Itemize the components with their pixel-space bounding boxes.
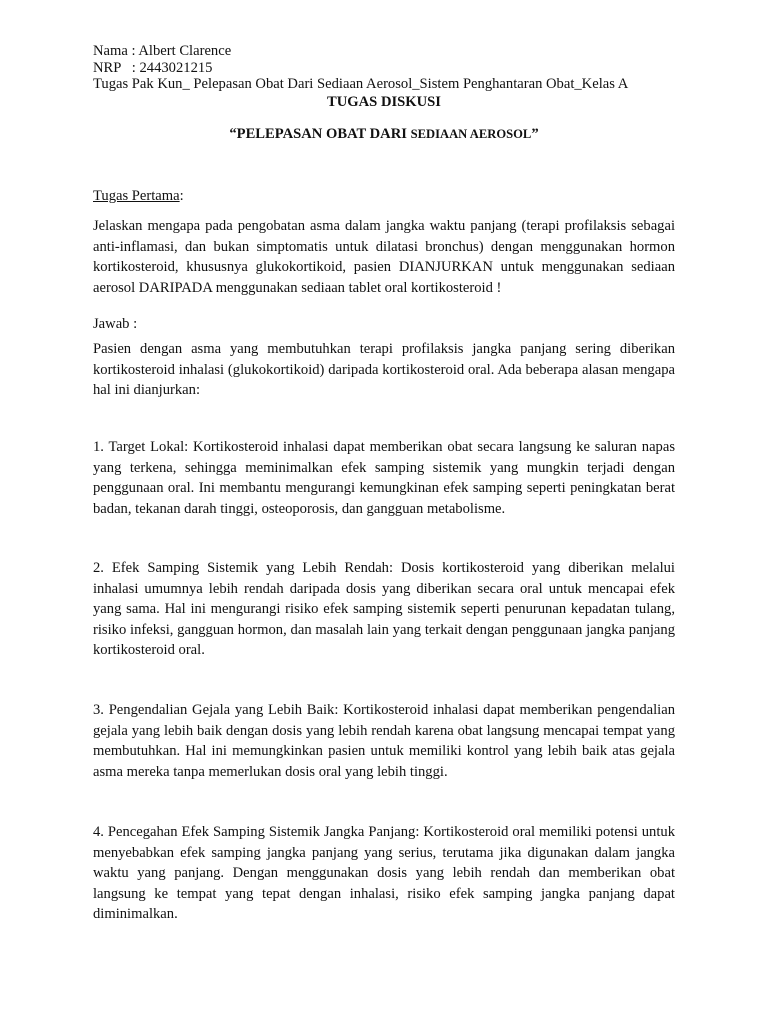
name-line: Nama : Albert Clarence	[93, 43, 232, 59]
task-label	[93, 186, 675, 207]
task-line: Tugas Pak Kun_ Pelepasan Obat Dari Sediaan Aerosol_Sistem Penghantaran Obat_Kelas A	[93, 76, 629, 92]
header-info	[93, 43, 693, 93]
document-title: TUGAS DISKUSI	[327, 94, 441, 110]
document-subtitle	[0, 126, 768, 143]
answer-label: Jawab :	[93, 316, 138, 332]
subtitle-smallcaps: SEDIAAN AEROSOL	[410, 127, 532, 141]
answer-point-1: 1. Target Lokal: Kortikosteroid inhalasi dapat memberikan obat secara langsung ke saluran napas yang terkena, sehingga meminimalkan efek samping sistemik yang mungkin terjadi dengan penggunaan oral. Ini membantu mengurangi kemungkinan efek samping seperti peningkatan berat badan, tekanan darah tinggi, osteoporosis, dan gangguan metabolisme.	[93, 439, 675, 517]
task-question: Jelaskan mengapa pada pengobatan asma dalam jangka waktu panjang (terapi profilaksis sebagai anti-inflamasi, dan bukan simptomatis untuk dilatasi bronchus) dengan menggunakan hormon kortikosteroid, khususnya glukokortikoid, pasien DIANJURKAN untuk menggunakan sediaan aerosol DARIPADA menggunakan sediaan tablet oral kortikosteroid !	[93, 218, 675, 296]
answer-point-2: 2. Efek Samping Sistemik yang Lebih Rendah: Dosis kortikosteroid yang diberikan melalui inhalasi umumnya lebih rendah daripada dosis yang diberikan secara oral untuk mencapai efek yang sama. Hal ini mengurangi risiko efek samping sistemik seperti penurunan kepadatan tulang, risiko infeksi, gangguan hormon, dan masalah lain yang terkait dengan penggunaan jangka panjang kortikosteroid oral.	[93, 560, 675, 659]
answer-intro: Pasien dengan asma yang membutuhkan terapi profilaksis jangka panjang sering diberikan kortikosteroid inhalasi (glukokortikoid) daripada kortikosteroid oral. Ada beberapa alasan mengapa hal ini dianjurkan:	[93, 341, 675, 399]
task-label-text: Tugas Pertama	[93, 188, 180, 204]
nrp-line: NRP : 2443021215	[93, 59, 213, 76]
task-label-colon: :	[179, 188, 184, 204]
subtitle-prefix: “PELEPASAN OBAT DARI	[229, 126, 411, 142]
answer-point-3: 3. Pengendalian Gejala yang Lebih Baik: Kortikosteroid inhalasi dapat memberikan pengendalian gejala yang lebih baik dengan dosis yang lebih rendah karena obat langsung mencapai tempat yang membutuhkan. Hal ini memungkinkan pasien untuk memiliki kontrol yang lebih baik atas gejala asma mereka tanpa memerlukan dosis oral yang lebih tinggi.	[93, 702, 675, 780]
subtitle-suffix: ”	[531, 126, 539, 142]
answer-point-4: 4. Pencegahan Efek Samping Sistemik Jangka Panjang: Kortikosteroid oral memiliki potensi untuk menyebabkan efek samping jangka panjang yang serius, terutama jika digunakan dalam jangka waktu yang panjang. Dengan menggunakan dosis yang lebih rendah dan memberikan obat langsung ke tempat yang tepat dengan inhalasi, risiko efek samping jangka panjang dapat diminimalkan.	[93, 824, 675, 923]
